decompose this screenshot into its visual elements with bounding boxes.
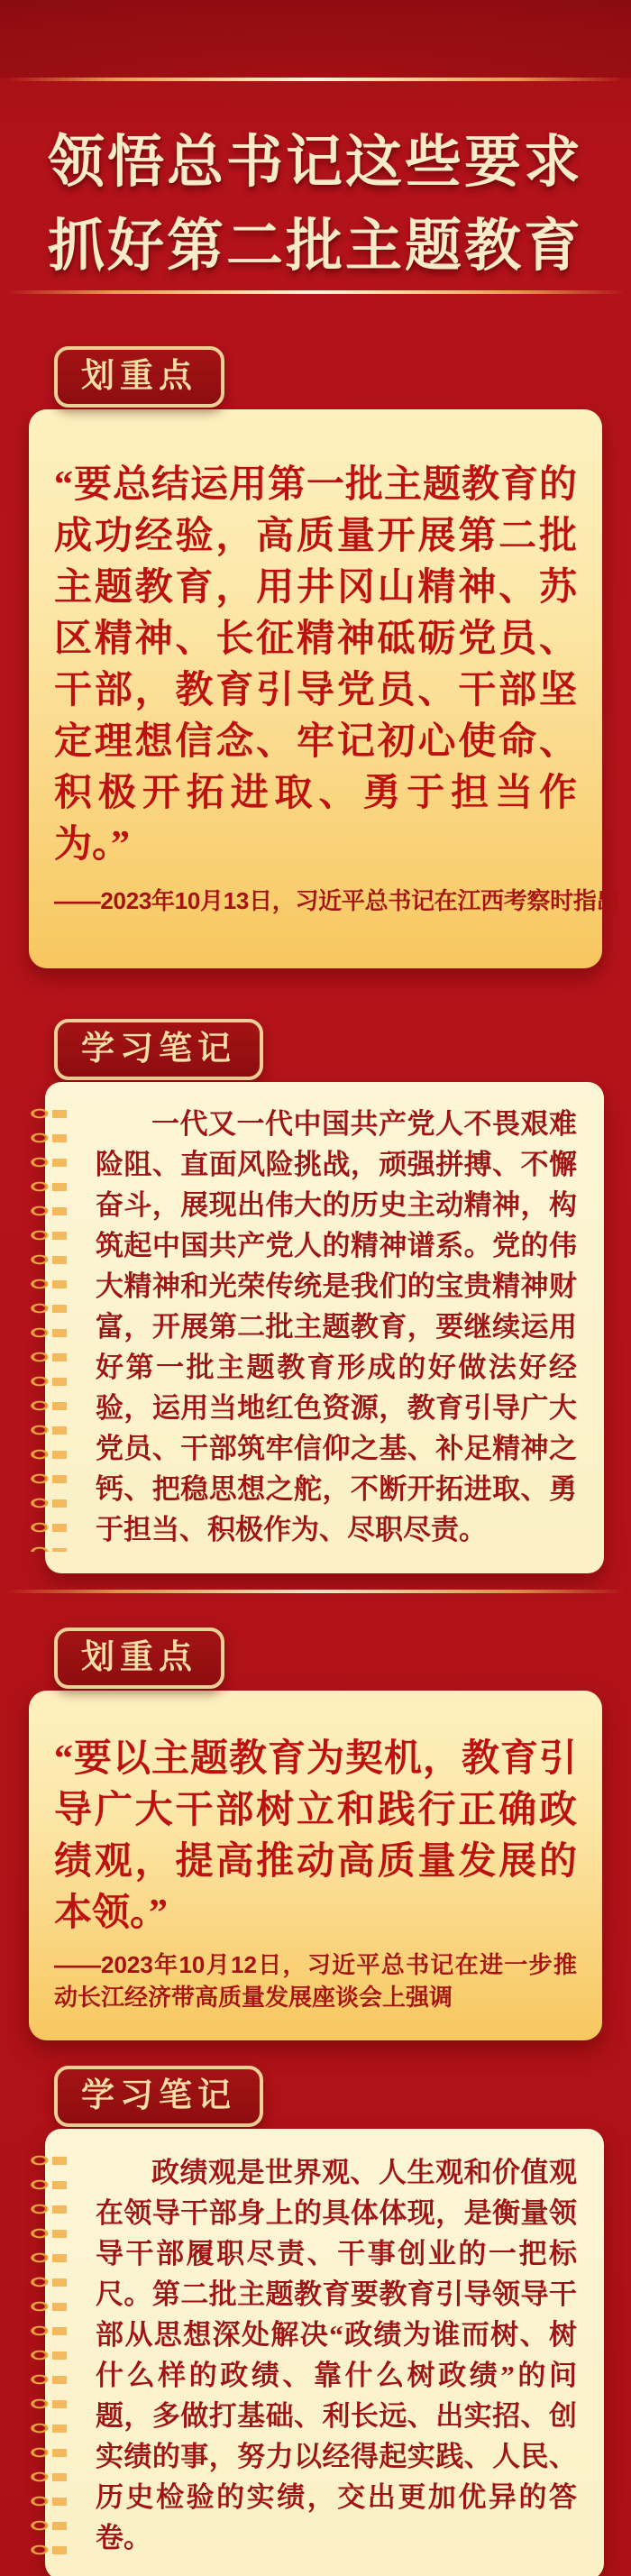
study-note-text: 一代又一代中国共产党人不畏艰难险阻、直面风险挑战，顽强拼搏、不懈奋斗，展现出伟大的历史主动精神，构筑起中国共产党人的精神谱系。党的伟大精神和光荣传统是我们的宝贵精神财富，开展第二批主题教育，要继续运用好第一批主题教育形成的好做法好经验，运用当地红色资源，教育引导广大党员、干部筑牢信仰之基、补足精神之钙、把稳思想之舵，不断开拓进取、勇于担当、积极作为、尽职尽责。: [96, 1108, 577, 1545]
top-dark-band: [0, 0, 631, 78]
quote-attribution: ——2023年10月13日，习近平总书记在江西考察时指出: [54, 887, 620, 914]
section-2: [0, 1593, 631, 2576]
study-note-card: [45, 2129, 604, 2576]
study-note-card: [45, 1082, 604, 1573]
study-notes-badge: 学习笔记: [54, 2066, 263, 2127]
highlight-badge: 划重点: [54, 1627, 224, 1689]
study-notes-badge: 学习笔记: [54, 1019, 263, 1080]
highlight-badge: 划重点: [54, 346, 224, 408]
section-1: [0, 294, 631, 1573]
coil-binding-tabs-icon: [52, 1102, 67, 1552]
quote-text: “要总结运用第一批主题教育的成功经验，高质量开展第二批主题教育，用井冈山精神、苏区精神、长征精神砥砺党员、干部，教育引导党员、干部坚定理想信念、牢记初心使命、积极开拓进取、勇于担当作为。”: [54, 464, 577, 866]
quote-card: [29, 409, 620, 968]
quote-card: [29, 1691, 602, 2040]
poster-title: [0, 81, 631, 290]
coil-binding-tabs-icon: [52, 2149, 67, 2558]
poster-title-line1: 领悟总书记这些要求: [48, 131, 583, 194]
quote-text: “要以主题教育为契机，教育引导广大干部树立和践行正确政绩观，提高推动高质量发展的本领。”: [54, 1738, 577, 1934]
coil-binding-icon: [29, 1102, 50, 1552]
coil-binding-icon: [29, 2149, 50, 2558]
quote-attribution: ——2023年10月12日，习近平总书记在进一步推动长江经济带高质量发展座谈会上强调: [54, 1951, 577, 2011]
poster-title-line2: 抓好第二批主题教育: [48, 215, 583, 278]
study-note-text: 政绩观是世界观、人生观和价值观在领导干部身上的具体体现，是衡量领导干部履职尽责、干事创业的一把标尺。第二批主题教育要教育引导领导干部从思想深处解决“政绩为谁而树、树什么样的政绩、靠什么树政绩”的问题，多做打基础、利长远、出实招、创实绩的事，努力以经得起实践、人民、历史检验的实绩，交出更加优异的答卷。: [96, 2157, 577, 2553]
